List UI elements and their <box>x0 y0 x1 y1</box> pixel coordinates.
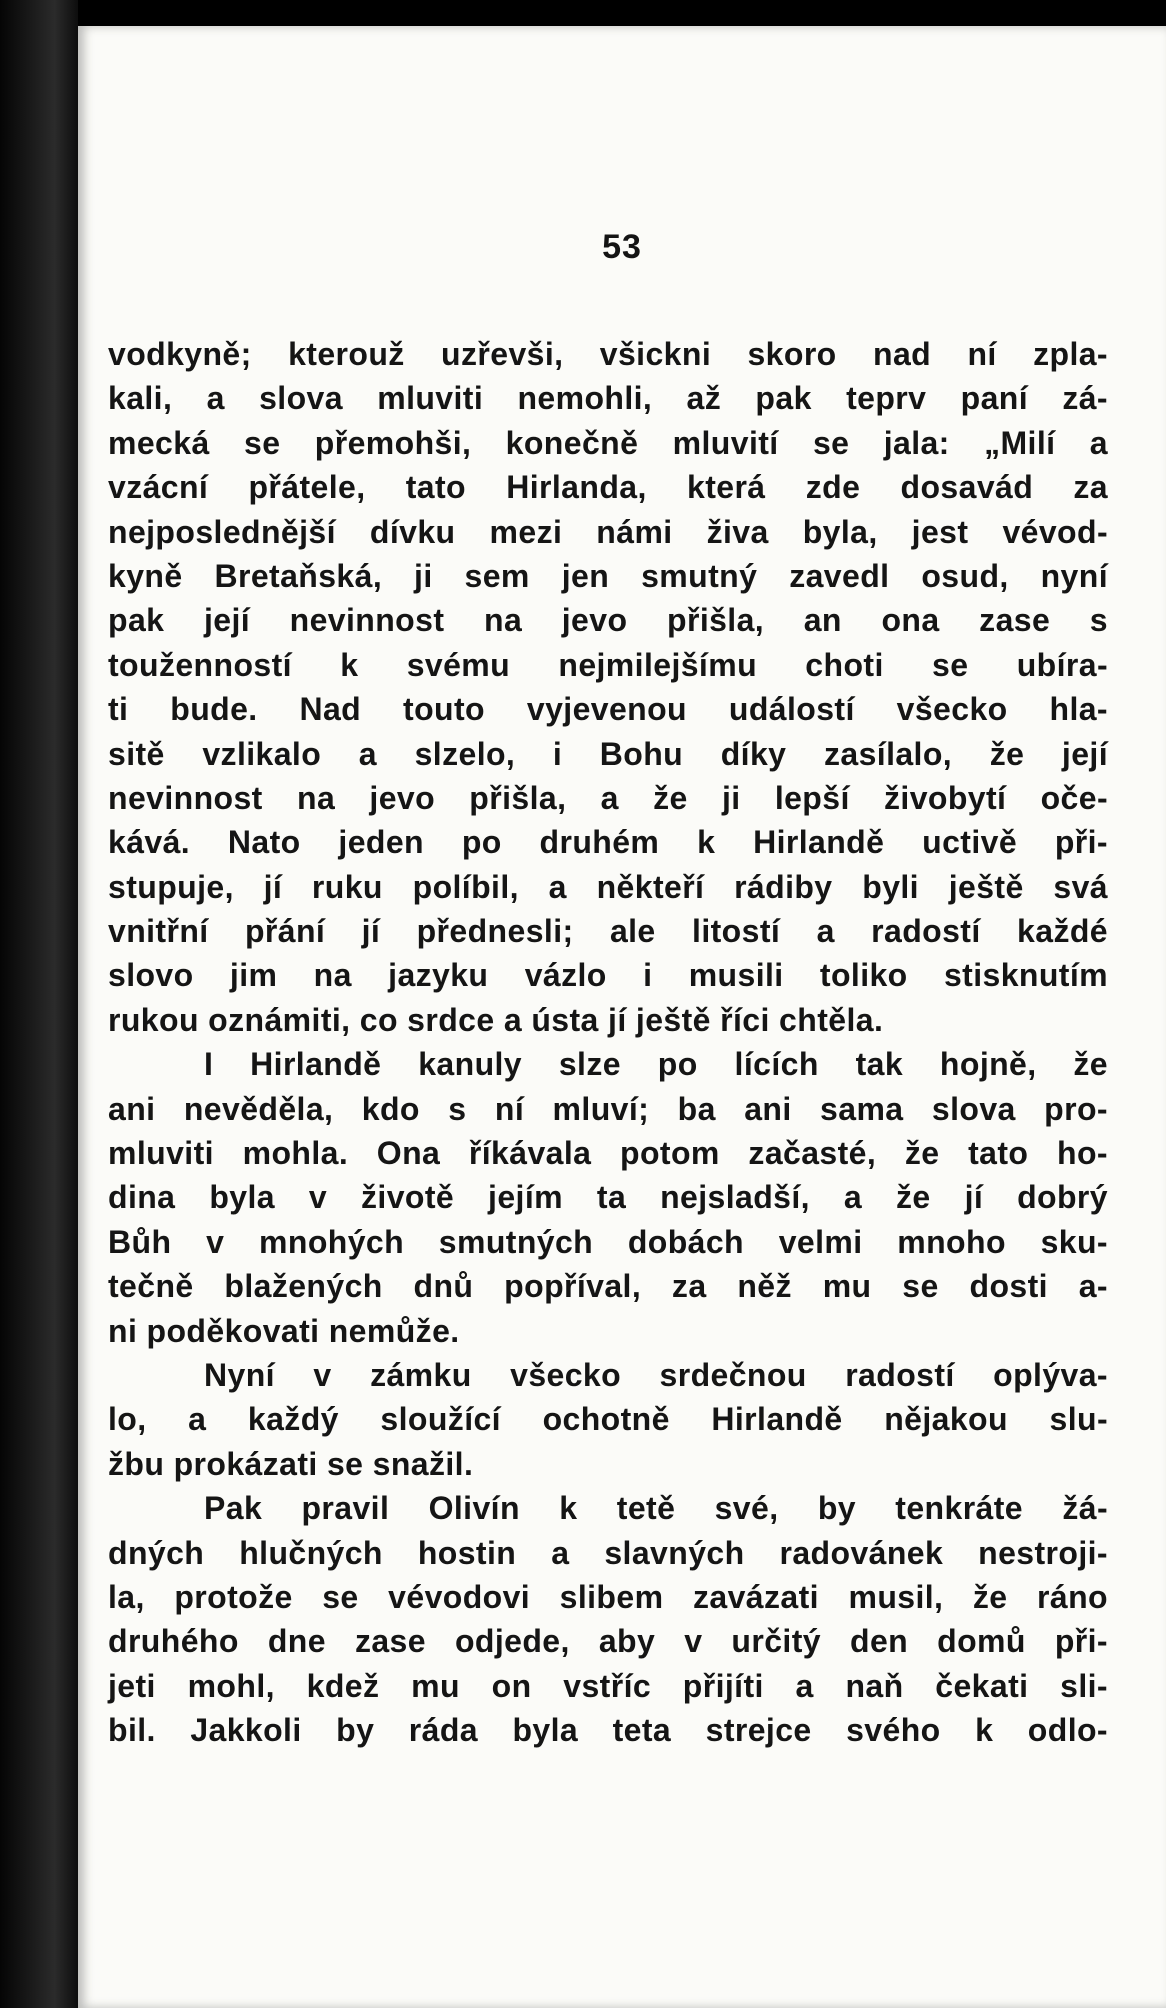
text-line: rukou oznámiti, co srdce a ústa jí ještě říci chtěla. <box>108 1001 884 1038</box>
book-spine-shadow <box>0 0 78 2008</box>
text-line: druhého dne zase odjede, aby v určitý den domů při- <box>108 1623 1108 1660</box>
text-line: tečně blažených dnů popříval, za něž mu se dosti a- <box>108 1268 1108 1305</box>
text-line: Nyní v zámku všecko srdečnou radostí oplýva- <box>204 1356 1108 1393</box>
text-line: žbu prokázati se snažil. <box>108 1445 474 1482</box>
text-line: slovo jim na jazyku vázlo i musili toliko stisknutím <box>108 957 1108 994</box>
text-line: vzácní přátele, tato Hirlanda, která zde dosavád za <box>108 469 1108 506</box>
text-line: ti bude. Nad touto vyjevenou událostí všecko hla- <box>108 691 1108 728</box>
text-line: touženností k svému nejmilejšímu choti se ubíra- <box>108 646 1108 683</box>
text-line: lo, a každý sloužící ochotně Hirlandě nějakou slu- <box>108 1401 1108 1438</box>
text-line: nejposlednější dívku mezi námi živa byla, jest vévod- <box>108 513 1108 550</box>
paragraph <box>108 1353 1108 1486</box>
text-line: vnitřní přání jí přednesli; ale litostí a radostí každé <box>108 913 1108 950</box>
text-line: ni poděkovati nemůže. <box>108 1312 460 1349</box>
text-line: ani nevěděla, kdo s ní mluví; ba ani sama slova pro- <box>108 1090 1108 1127</box>
paragraph <box>108 1042 1108 1353</box>
text-line: vodkyně; kterouž uzřevši, všickni skoro nad ní zpla- <box>108 336 1108 372</box>
page-body-text <box>108 332 1108 1753</box>
text-line: la, protože se vévodovi slibem zavázati musil, že ráno <box>108 1578 1108 1615</box>
text-line: I Hirlandě kanuly slze po lících tak hojně, že <box>204 1046 1108 1083</box>
text-line: jeti mohl, kdež mu on vstříc přijíti a naň čekati sli- <box>108 1667 1108 1704</box>
text-line: bil. Jakkoli by ráda byla teta strejce svého k odlo- <box>108 1712 1108 1749</box>
text-line: mecká se přemohši, konečně mluvití se jala: „Milí a <box>108 424 1108 461</box>
text-line: Bůh v mnohých smutných dobách velmi mnoho sku- <box>108 1223 1108 1260</box>
text-line: mluviti mohla. Ona říkávala potom začasté, že tato ho- <box>108 1135 1108 1172</box>
paragraph <box>108 332 1108 1042</box>
text-line: pak její nevinnost na jevo přišla, an ona zase s <box>108 602 1108 639</box>
text-line: nevinnost na jevo přišla, a že ji lepší živobytí oče- <box>108 779 1108 816</box>
text-line: Pak pravil Olivín k tetě své, by tenkráte žá- <box>204 1490 1108 1527</box>
text-line: stupuje, jí ruku políbil, a někteří rádiby byli ještě svá <box>108 868 1108 905</box>
book-page <box>78 26 1166 2008</box>
text-line: kává. Nato jeden po druhém k Hirlandě uctivě při- <box>108 824 1108 861</box>
text-line: sitě vzlikalo a slzelo, i Bohu díky zasílalo, že její <box>108 735 1108 772</box>
paragraph <box>108 1486 1108 1752</box>
text-line: kyně Bretaňská, ji sem jen smutný zavedl osud, nyní <box>108 557 1108 594</box>
text-line: dných hlučných hostin a slavných radovánek nestroji- <box>108 1534 1108 1571</box>
text-line: kali, a slova mluviti nemohli, až pak teprv paní zá- <box>108 380 1108 417</box>
text-line: dina byla v životě jejím ta nejsladší, a že jí dobrý <box>108 1179 1108 1216</box>
page-number: 53 <box>602 228 642 266</box>
